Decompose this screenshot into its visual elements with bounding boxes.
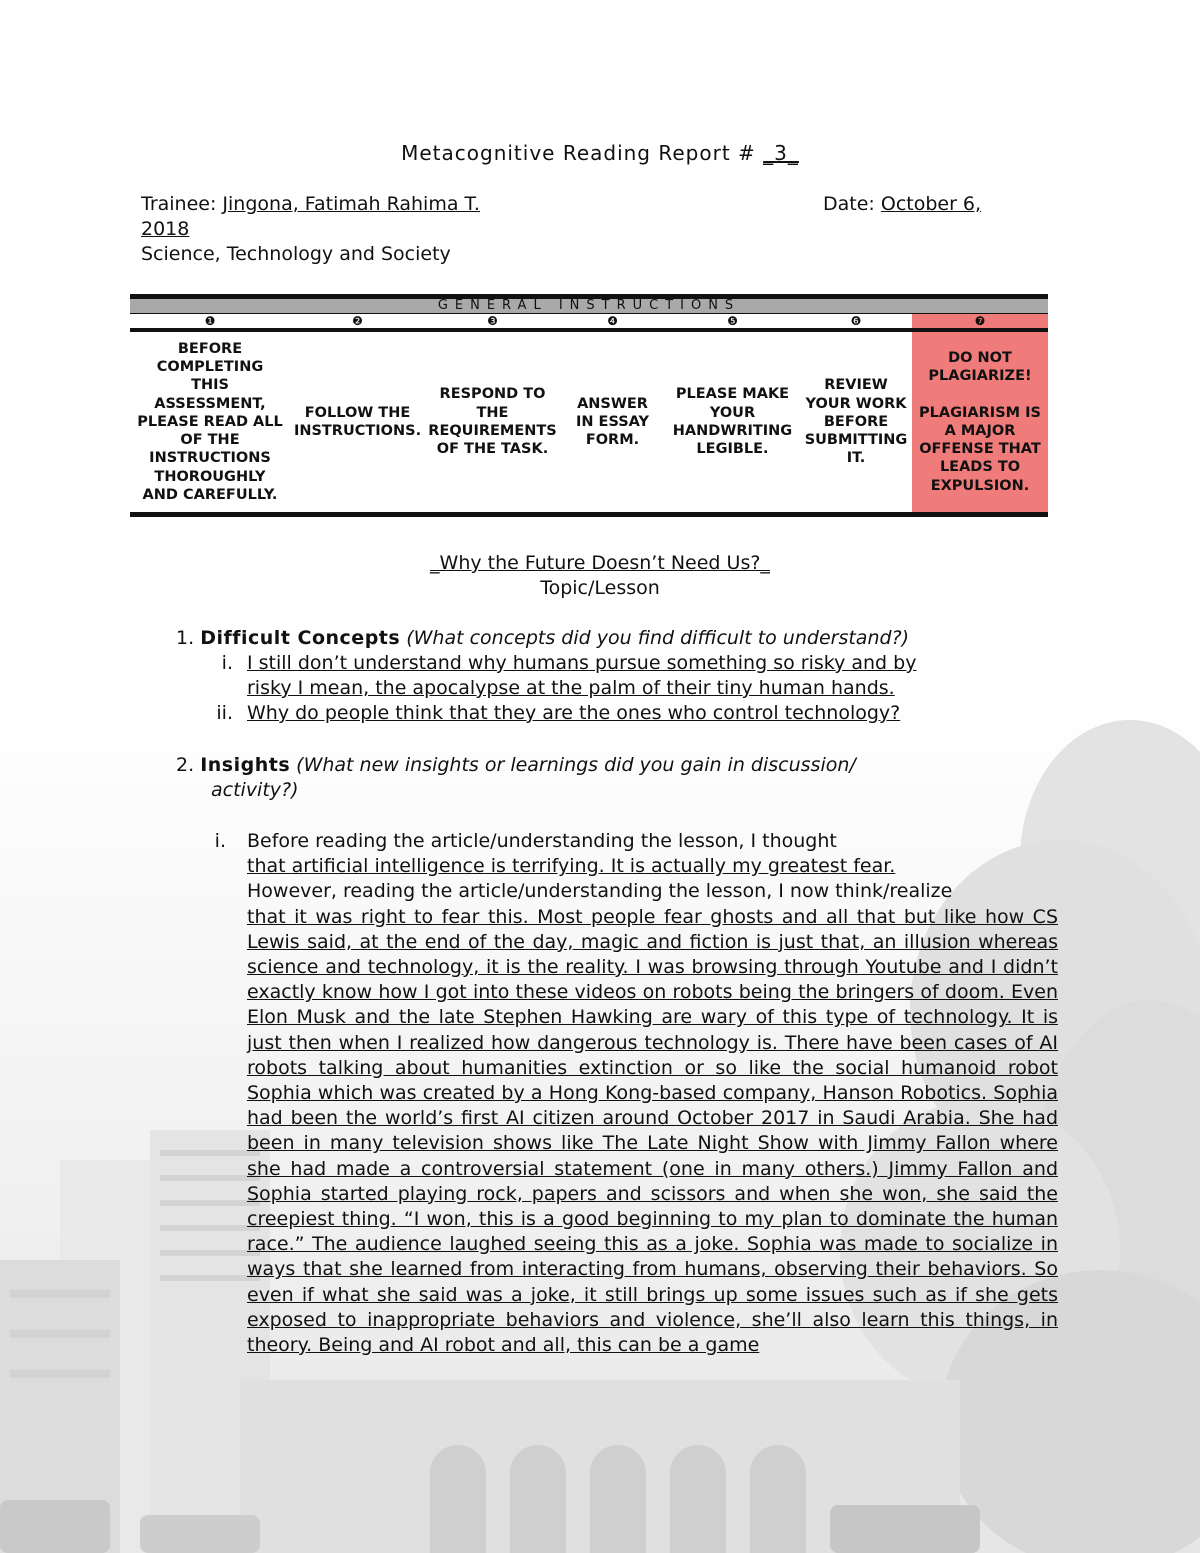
section-1-label: Difficult Concepts bbox=[200, 627, 401, 649]
instruction-cell-4: ANSWER IN ESSAY FORM. bbox=[575, 395, 650, 449]
instruction-numbers-row bbox=[130, 314, 1048, 332]
topic-caption: Topic/Lesson bbox=[540, 577, 660, 599]
title-prefix: Metacognitive Reading Report # bbox=[401, 141, 764, 165]
plagiarism-warning-cell bbox=[912, 332, 1048, 512]
section-1-description: (What concepts did you find difficult to understand?) bbox=[406, 627, 910, 649]
plagiarism-warning-title: DO NOT PLAGIARIZE! bbox=[928, 349, 1032, 385]
insight-essay bbox=[247, 829, 1058, 1358]
report-title bbox=[0, 141, 1200, 165]
general-instructions-table bbox=[130, 294, 1048, 517]
instruction-number-2: ❷ bbox=[352, 314, 363, 328]
instruction-cell-6: REVIEW YOUR WORK BEFORE SUBMITTING IT. bbox=[804, 377, 908, 467]
date-label: Date: bbox=[823, 193, 881, 215]
instruction-cells-row bbox=[130, 332, 1048, 517]
section-difficult-concepts bbox=[176, 626, 1056, 651]
instruction-cell-3: RESPOND TO THE REQUIREMENTS OF THE TASK. bbox=[428, 386, 557, 458]
date-year: 2018 bbox=[141, 218, 190, 240]
trainee-name: Jingona, Fatimah Rahima T. bbox=[222, 193, 480, 215]
answer-before: that artificial intelligence is terrifying. It is actually my greatest fear. bbox=[247, 855, 896, 878]
roman-numeral: i. bbox=[214, 830, 226, 852]
section-1-number: 1. bbox=[176, 627, 195, 649]
instruction-number-7: ❼ bbox=[912, 314, 1048, 328]
section-insights bbox=[176, 753, 1056, 778]
instruction-cell-5: PLEASE MAKE YOUR HANDWRITING LEGIBLE. bbox=[672, 386, 793, 458]
section-2-description: (What new insights or learnings did you gain in discussion/ bbox=[296, 754, 856, 776]
section-2-description-cont: activity?) bbox=[211, 779, 299, 801]
course-name: Science, Technology and Society bbox=[141, 243, 451, 265]
concept-item-2: Why do people think that they are the ones who control technology? bbox=[247, 702, 901, 724]
section-2-label: Insights bbox=[200, 754, 291, 776]
topic-title: _Why the Future Doesn’t Need Us?_ bbox=[430, 552, 770, 574]
topic-block bbox=[0, 551, 1200, 601]
instruction-number-1: ❶ bbox=[204, 314, 216, 328]
instruction-number-3: ❸ bbox=[487, 314, 498, 328]
trainee-info bbox=[141, 192, 1041, 267]
section-2-number: 2. bbox=[176, 754, 195, 776]
instruction-number-4: ❹ bbox=[607, 314, 618, 328]
prompt-before: Before reading the article/understanding the lesson, I thought bbox=[247, 830, 837, 852]
instructions-heading: GENERAL INSTRUCTIONS bbox=[130, 299, 1048, 314]
instruction-cell-1: BEFORE COMPLETING THIS ASSESSMENT, PLEASE READ ALL OF THE INSTRUCTIONS THOROUGHLY AND CAREFULLY. bbox=[137, 340, 283, 504]
answer-after: that it was right to fear this. Most people fear ghosts and all that but like how CS Lewis said, at the end of the day, magic and fiction is just that, an illusion whereas science and technology, it is the reality. I was browsing through Youtube and I didn’t exactly know how I got into these videos on robots being the bringers of doom. Even Elon Musk and the late Stephen Hawking are wary of this type of technology. It is just then when I realized how dangerous technology is. There have been cases of AI robots talking about humanities extinction or so like the social humanoid robot Sophia which was created by a Hong Kong-based company, Hanson Robotics. Sophia had been the world’s first AI citizen around October 2017 in Saudi Arabia. She had been in many television shows like The Late Night Show with Jimmy Fallon where she had made a controversial statement (one in many others.) Jimmy Fallon and Sophia started playing rock, papers and scissors and when she won, she said the creepiest thing. “I won, this is a good beginning to my plan to dominate the human race.” The audience laughed seeing this as a joke. Sophia was made to socialize in ways that she learned from interacting from humans, observing their behaviors. So even if what she said was a joke, it still brings up some issues such as if she gets exposed to inappropriate behaviors and violence, she’ll also learn this things, in theory. Being and AI robot and all, this can be a game bbox=[247, 905, 1058, 1357]
concept-item-1-line-2: risky I mean, the apocalypse at the palm of their tiny human hands. bbox=[247, 677, 895, 699]
roman-numeral: i. bbox=[221, 652, 233, 674]
concept-item-1-line-1: I still don’t understand why humans pursue something so risky and by bbox=[247, 652, 917, 674]
plagiarism-warning-text: PLAGIARISM IS A MAJOR OFFENSE THAT LEADS TO EXPULSION. bbox=[919, 404, 1041, 494]
trainee-label: Trainee: bbox=[141, 193, 223, 215]
instruction-number-5: ❺ bbox=[727, 314, 738, 328]
roman-numeral: ii. bbox=[216, 702, 233, 724]
date-value: October 6, bbox=[880, 193, 982, 215]
instruction-cell-2: FOLLOW THE INSTRUCTIONS. bbox=[293, 404, 422, 439]
instruction-number-6: ❻ bbox=[850, 314, 862, 328]
prompt-after: However, reading the article/understanding the lesson, I now think/realize bbox=[247, 880, 953, 903]
report-number: _3_ bbox=[763, 141, 799, 165]
